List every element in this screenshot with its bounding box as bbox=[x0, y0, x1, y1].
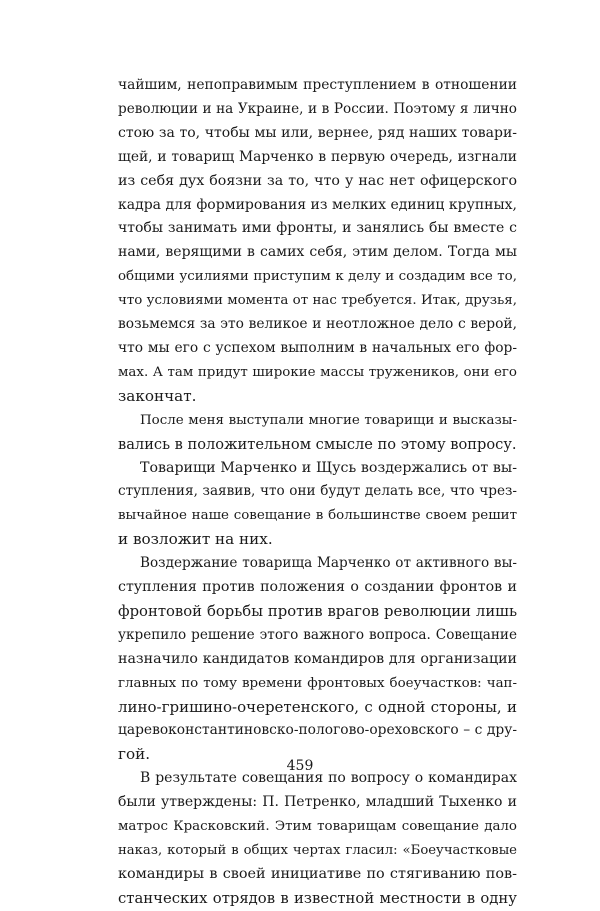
text-line: революции и на Украине, и в России. Поэтому я лично bbox=[118, 100, 517, 117]
text-line: лино-гришино-очеретенского, с одной стороны, и bbox=[118, 697, 517, 716]
body-text bbox=[118, 74, 517, 911]
text-line: царевоконстантиновско-пологово-ореховского – с дру- bbox=[118, 722, 517, 739]
text-line: что условиями момента от нас требуется. Итак, друзья, bbox=[118, 293, 517, 309]
text-line: гой. bbox=[118, 745, 151, 764]
text-line: наказ, который в общих чертах гласил: «Боеучастковые bbox=[118, 843, 517, 858]
text-line: ступления, заявив, что они будут делать все, что чрез- bbox=[118, 483, 517, 500]
text-line: матрос Красковский. Этим товарищам совещание дало bbox=[118, 819, 517, 835]
text-line: возьмемся за это великое и неотложное дело с верой, bbox=[118, 316, 517, 333]
text-line: главных по тому времени фронтовых боеучастков: чап- bbox=[118, 675, 517, 691]
text-line: назначило кандидатов командиров для организации bbox=[118, 650, 517, 667]
text-line: После меня выступали многие товарищи и высказы- bbox=[140, 412, 517, 428]
text-line: вычайное наше совещание в большинстве своем решит bbox=[118, 508, 517, 524]
text-line: фронтовой борьбы против врагов революции лишь bbox=[118, 602, 517, 620]
text-line: ступления против положения о создании фронтов и bbox=[118, 579, 517, 596]
text-line: из себя дух боязни за то, что у нас нет офицерского bbox=[118, 172, 517, 189]
text-line: В результате совещания по вопросу о командирах bbox=[140, 770, 517, 787]
text-line: чайшим, непоправимым преступлением в отношении bbox=[118, 77, 517, 93]
text-line: щей, и товарищ Марченко в первую очередь, изгнали bbox=[118, 148, 517, 165]
text-line: чтобы занимать ими фронты, и занялись бы вместе с bbox=[118, 220, 517, 237]
text-line: командиры в своей инициативе по стягиванию пов- bbox=[118, 865, 517, 882]
text-line: станческих отрядов в известной местности в одну bbox=[118, 889, 517, 907]
text-line: укрепило решение этого важного вопроса. Совещание bbox=[118, 626, 517, 643]
text-line: и возложит на них. bbox=[118, 530, 273, 549]
text-line: нами, верящими в самих себя, этим делом. Тогда мы bbox=[118, 244, 517, 261]
text-line: были утверждены: П. Петренко, младший Тыхенко и bbox=[118, 794, 517, 811]
text-line: Воздержание товарища Марченко от активного вы- bbox=[140, 555, 517, 572]
text-line: закончат. bbox=[118, 386, 197, 405]
text-line: кадра для формирования из мелких единиц крупных, bbox=[118, 196, 517, 213]
text-line: что мы его с успехом выполним в начальных его фор- bbox=[118, 339, 517, 356]
text-line: стою за то, чтобы мы или, вернее, ряд наших товари- bbox=[118, 124, 517, 141]
text-line: мах. А там придут широкие массы тружеников, они его bbox=[118, 364, 517, 380]
text-line: вались в положительном смысле по этому вопросу. bbox=[118, 435, 517, 453]
text-line: Товарищи Марченко и Щусь воздержались от вы- bbox=[140, 459, 517, 476]
text-line: общими усилиями приступим к делу и создадим все то, bbox=[118, 269, 517, 285]
page-number: 459 bbox=[286, 758, 314, 774]
